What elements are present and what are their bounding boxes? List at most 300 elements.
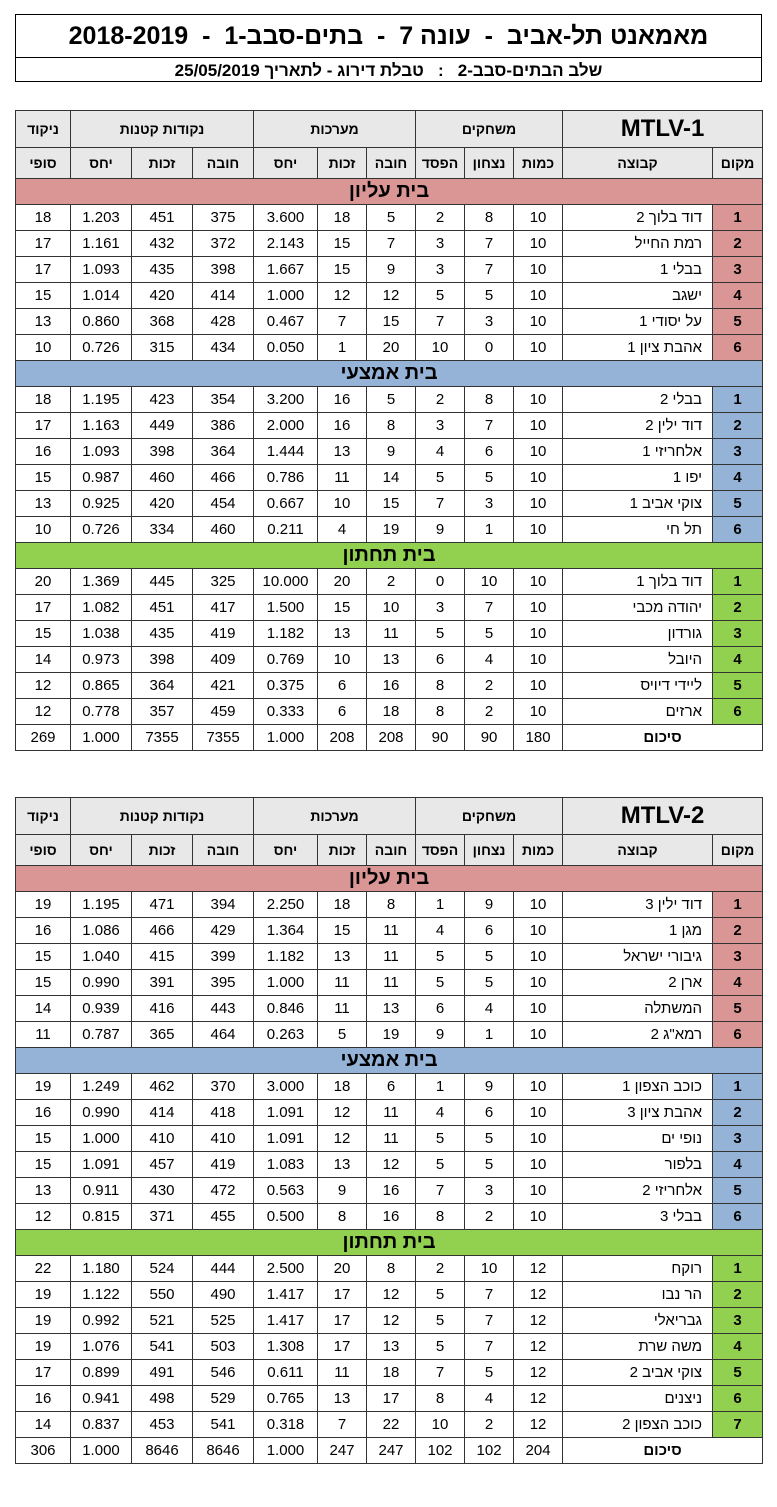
sets-ratio: 1.308 — [254, 1334, 318, 1360]
col-header-games-lost: הפסד — [416, 148, 465, 179]
sets-for: 11 — [367, 1100, 416, 1126]
final-score: 12 — [16, 699, 71, 725]
games-lost: 9 — [416, 1022, 465, 1048]
total-games-won: 102 — [465, 1438, 514, 1464]
sets-against: 15 — [318, 918, 367, 944]
team-name: משה שרת — [563, 1334, 713, 1360]
games-played: 10 — [514, 944, 563, 970]
sets-against: 12 — [318, 283, 367, 309]
position: 3 — [713, 257, 763, 283]
games-played: 10 — [514, 1100, 563, 1126]
sets-ratio: 0.786 — [254, 465, 318, 491]
games-played: 10 — [514, 1126, 563, 1152]
final-score: 17 — [16, 231, 71, 257]
sets-against: 10 — [318, 491, 367, 517]
games-played: 12 — [514, 1282, 563, 1308]
table-row — [16, 257, 763, 283]
sets-ratio: 0.263 — [254, 1022, 318, 1048]
team-name: ליידי דיויס — [563, 673, 713, 699]
table-row — [16, 892, 763, 918]
games-won: 10 — [465, 1256, 514, 1282]
sets-ratio: 2.250 — [254, 892, 318, 918]
points-ratio: 1.195 — [71, 892, 132, 918]
points-for: 434 — [193, 335, 254, 361]
games-won: 7 — [465, 257, 514, 283]
points-ratio: 1.040 — [71, 944, 132, 970]
points-against: 357 — [132, 699, 193, 725]
sets-against: 10 — [318, 647, 367, 673]
score-header: ניקוד — [16, 111, 71, 148]
points-ratio: 1.180 — [71, 1256, 132, 1282]
sets-ratio: 0.500 — [254, 1204, 318, 1230]
sets-for: 2 — [367, 569, 416, 595]
sets-ratio: 0.318 — [254, 1412, 318, 1438]
col-header-games-played: כמות — [514, 835, 563, 866]
points-for: 417 — [193, 595, 254, 621]
points-against: 420 — [132, 283, 193, 309]
sets-for: 11 — [367, 918, 416, 944]
team-name: היובל — [563, 647, 713, 673]
games-played: 10 — [514, 1204, 563, 1230]
position: 4 — [713, 647, 763, 673]
sets-against: 15 — [318, 257, 367, 283]
games-played: 10 — [514, 465, 563, 491]
games-played: 12 — [514, 1360, 563, 1386]
sets-ratio: 1.000 — [254, 283, 318, 309]
games-played: 12 — [514, 1308, 563, 1334]
games-won: 6 — [465, 439, 514, 465]
final-score: 17 — [16, 595, 71, 621]
sets-ratio: 2.143 — [254, 231, 318, 257]
position: 3 — [713, 1126, 763, 1152]
team-name: רמת החייל — [563, 231, 713, 257]
totals-row — [16, 725, 763, 751]
games-lost: 4 — [416, 918, 465, 944]
total-points-against: 7355 — [132, 725, 193, 751]
total-games-played: 180 — [514, 725, 563, 751]
games-lost: 5 — [416, 1282, 465, 1308]
final-score: 15 — [16, 944, 71, 970]
team-name: אלחריזי 2 — [563, 1178, 713, 1204]
col-header-games-won: נצחון — [465, 835, 514, 866]
table-row — [16, 970, 763, 996]
points-against: 521 — [132, 1308, 193, 1334]
position: 3 — [713, 944, 763, 970]
totals-label: סיכום — [563, 1438, 763, 1464]
points-ratio: 0.778 — [71, 699, 132, 725]
position: 5 — [713, 491, 763, 517]
team-name: המשתלה — [563, 996, 713, 1022]
total-sets-for: 208 — [367, 725, 416, 751]
table-row — [16, 569, 763, 595]
sets-against: 16 — [318, 387, 367, 413]
games-won: 4 — [465, 647, 514, 673]
final-score: 20 — [16, 569, 71, 595]
table-row — [16, 387, 763, 413]
games-won: 5 — [465, 283, 514, 309]
final-score: 22 — [16, 1256, 71, 1282]
sets-for: 13 — [367, 647, 416, 673]
position: 1 — [713, 387, 763, 413]
points-for: 375 — [193, 205, 254, 231]
games-played: 10 — [514, 257, 563, 283]
sets-against: 12 — [318, 1126, 367, 1152]
sets-against: 11 — [318, 465, 367, 491]
position: 3 — [713, 621, 763, 647]
games-played: 10 — [514, 673, 563, 699]
final-score: 15 — [16, 283, 71, 309]
sets-against: 15 — [318, 231, 367, 257]
table-row — [16, 621, 763, 647]
games-won: 7 — [465, 1282, 514, 1308]
team-name: גורדון — [563, 621, 713, 647]
team-name: על יסודי 1 — [563, 309, 713, 335]
team-name: כוכב הצפון 1 — [563, 1074, 713, 1100]
sets-ratio: 3.000 — [254, 1074, 318, 1100]
points-against: 398 — [132, 647, 193, 673]
points-against: 420 — [132, 491, 193, 517]
points-against: 445 — [132, 569, 193, 595]
team-name: צוקי אביב 1 — [563, 491, 713, 517]
final-score: 16 — [16, 1386, 71, 1412]
games-played: 10 — [514, 1178, 563, 1204]
games-lost: 3 — [416, 595, 465, 621]
sets-against: 1 — [318, 335, 367, 361]
sets-for: 10 — [367, 595, 416, 621]
sets-for: 12 — [367, 1282, 416, 1308]
sets-for: 11 — [367, 970, 416, 996]
sets-for: 5 — [367, 205, 416, 231]
games-won: 10 — [465, 569, 514, 595]
points-for: 394 — [193, 892, 254, 918]
points-ratio: 1.000 — [71, 1126, 132, 1152]
games-lost: 8 — [416, 673, 465, 699]
final-score: 15 — [16, 970, 71, 996]
sets-header: מערכות — [254, 798, 416, 835]
subheader-row — [16, 148, 763, 179]
position: 2 — [713, 231, 763, 257]
games-won: 6 — [465, 1100, 514, 1126]
final-score: 15 — [16, 465, 71, 491]
col-header-points-against: זכות — [132, 148, 193, 179]
points-against: 541 — [132, 1334, 193, 1360]
total-sets-against: 247 — [318, 1438, 367, 1464]
points-header: נקודות קטנות — [71, 111, 254, 148]
sets-for: 9 — [367, 439, 416, 465]
position: 2 — [713, 1100, 763, 1126]
position: 5 — [713, 673, 763, 699]
position: 4 — [713, 465, 763, 491]
games-won: 5 — [465, 465, 514, 491]
games-won: 3 — [465, 1178, 514, 1204]
final-score: 16 — [16, 918, 71, 944]
games-lost: 4 — [416, 1100, 465, 1126]
games-won: 5 — [465, 621, 514, 647]
sets-for: 14 — [367, 465, 416, 491]
games-lost: 9 — [416, 517, 465, 543]
games-lost: 8 — [416, 1386, 465, 1412]
sets-for: 8 — [367, 413, 416, 439]
games-played: 10 — [514, 335, 563, 361]
games-played: 10 — [514, 621, 563, 647]
points-for: 454 — [193, 491, 254, 517]
points-against: 334 — [132, 517, 193, 543]
sets-ratio: 3.600 — [254, 205, 318, 231]
games-won: 7 — [465, 413, 514, 439]
sets-for: 6 — [367, 1074, 416, 1100]
points-ratio: 1.249 — [71, 1074, 132, 1100]
position: 5 — [713, 309, 763, 335]
games-played: 10 — [514, 918, 563, 944]
table-row — [16, 1074, 763, 1100]
sets-for: 9 — [367, 257, 416, 283]
points-for: 443 — [193, 996, 254, 1022]
games-lost: 10 — [416, 1412, 465, 1438]
sets-ratio: 1.444 — [254, 439, 318, 465]
table-row — [16, 1308, 763, 1334]
final-score: 19 — [16, 1334, 71, 1360]
table-row — [16, 439, 763, 465]
col-header-sets-ratio: יחס — [254, 835, 318, 866]
sets-against: 13 — [318, 439, 367, 465]
games-won: 7 — [465, 1334, 514, 1360]
table-row — [16, 413, 763, 439]
games-played: 10 — [514, 231, 563, 257]
col-header-position: מקום — [713, 148, 763, 179]
games-won: 4 — [465, 1386, 514, 1412]
games-won: 6 — [465, 918, 514, 944]
games-won: 1 — [465, 517, 514, 543]
team-name: מגן 1 — [563, 918, 713, 944]
sets-for: 8 — [367, 1256, 416, 1282]
games-won: 8 — [465, 387, 514, 413]
games-lost: 5 — [416, 944, 465, 970]
final-score: 16 — [16, 439, 71, 465]
games-won: 1 — [465, 1022, 514, 1048]
points-against: 435 — [132, 257, 193, 283]
games-won: 5 — [465, 1126, 514, 1152]
sets-for: 15 — [367, 309, 416, 335]
points-ratio: 1.122 — [71, 1282, 132, 1308]
sets-for: 12 — [367, 1308, 416, 1334]
games-header: משחקים — [416, 798, 563, 835]
position: 2 — [713, 1282, 763, 1308]
points-for: 325 — [193, 569, 254, 595]
sets-against: 17 — [318, 1308, 367, 1334]
sets-for: 18 — [367, 1360, 416, 1386]
points-ratio: 0.925 — [71, 491, 132, 517]
sets-ratio: 0.769 — [254, 647, 318, 673]
games-lost: 1 — [416, 1074, 465, 1100]
total-points-for: 8646 — [193, 1438, 254, 1464]
sets-ratio: 0.211 — [254, 517, 318, 543]
sets-ratio: 1.000 — [254, 970, 318, 996]
position: 1 — [713, 892, 763, 918]
standings-table-mtlv-1 — [15, 110, 763, 751]
sets-for: 22 — [367, 1412, 416, 1438]
points-ratio: 1.369 — [71, 569, 132, 595]
points-for: 455 — [193, 1204, 254, 1230]
points-against: 410 — [132, 1126, 193, 1152]
points-ratio: 0.899 — [71, 1360, 132, 1386]
team-name: גבריאלי — [563, 1308, 713, 1334]
team-name: בבלי 1 — [563, 257, 713, 283]
team-name: הר נבו — [563, 1282, 713, 1308]
points-for: 386 — [193, 413, 254, 439]
games-played: 10 — [514, 970, 563, 996]
team-name: אהבת ציון 3 — [563, 1100, 713, 1126]
table-row — [16, 595, 763, 621]
points-against: 462 — [132, 1074, 193, 1100]
points-ratio: 0.987 — [71, 465, 132, 491]
table-row — [16, 1412, 763, 1438]
points-against: 371 — [132, 1204, 193, 1230]
points-for: 444 — [193, 1256, 254, 1282]
games-won: 0 — [465, 335, 514, 361]
position: 1 — [713, 1256, 763, 1282]
sets-against: 17 — [318, 1282, 367, 1308]
sets-for: 11 — [367, 621, 416, 647]
games-lost: 4 — [416, 439, 465, 465]
total-games-played: 204 — [514, 1438, 563, 1464]
table-row — [16, 1360, 763, 1386]
sets-against: 7 — [318, 309, 367, 335]
team-name: ישגב — [563, 283, 713, 309]
games-lost: 8 — [416, 699, 465, 725]
games-lost: 5 — [416, 1126, 465, 1152]
games-lost: 0 — [416, 569, 465, 595]
games-played: 10 — [514, 413, 563, 439]
sets-against: 15 — [318, 595, 367, 621]
col-header-final-score: סופי — [16, 835, 71, 866]
sets-against: 13 — [318, 1152, 367, 1178]
group-name: בית עליון — [16, 179, 763, 205]
table-row — [16, 1204, 763, 1230]
games-header: משחקים — [416, 111, 563, 148]
group-header — [16, 1048, 763, 1074]
points-against: 451 — [132, 595, 193, 621]
games-lost: 10 — [416, 335, 465, 361]
total-points-ratio: 1.000 — [71, 725, 132, 751]
sets-for: 18 — [367, 699, 416, 725]
points-ratio: 0.865 — [71, 673, 132, 699]
final-score: 15 — [16, 621, 71, 647]
sets-against: 11 — [318, 1360, 367, 1386]
points-against: 471 — [132, 892, 193, 918]
col-header-sets-against: זכות — [318, 148, 367, 179]
games-lost: 6 — [416, 647, 465, 673]
position: 6 — [713, 1204, 763, 1230]
points-ratio: 0.815 — [71, 1204, 132, 1230]
final-score: 13 — [16, 1178, 71, 1204]
col-header-points-against: זכות — [132, 835, 193, 866]
table-row — [16, 1256, 763, 1282]
points-against: 491 — [132, 1360, 193, 1386]
points-ratio: 1.038 — [71, 621, 132, 647]
points-for: 395 — [193, 970, 254, 996]
games-lost: 2 — [416, 387, 465, 413]
header-row — [16, 111, 763, 148]
col-header-sets-against: זכות — [318, 835, 367, 866]
points-for: 414 — [193, 283, 254, 309]
games-lost: 5 — [416, 283, 465, 309]
total-points-against: 8646 — [132, 1438, 193, 1464]
final-score: 11 — [16, 1022, 71, 1048]
table-row — [16, 309, 763, 335]
games-won: 2 — [465, 673, 514, 699]
points-against: 398 — [132, 439, 193, 465]
table-row — [16, 673, 763, 699]
group-name: בית עליון — [16, 866, 763, 892]
final-score: 19 — [16, 892, 71, 918]
final-score: 19 — [16, 1282, 71, 1308]
totals-row — [16, 1438, 763, 1464]
points-against: 457 — [132, 1152, 193, 1178]
sets-for: 20 — [367, 335, 416, 361]
games-played: 10 — [514, 569, 563, 595]
games-lost: 5 — [416, 970, 465, 996]
table-row — [16, 1334, 763, 1360]
team-name: רוקח — [563, 1256, 713, 1282]
group-name: בית תחתון — [16, 543, 763, 569]
games-lost: 3 — [416, 257, 465, 283]
sets-ratio: 1.091 — [254, 1100, 318, 1126]
games-lost: 7 — [416, 491, 465, 517]
games-played: 10 — [514, 996, 563, 1022]
points-for: 419 — [193, 1152, 254, 1178]
sets-ratio: 10.000 — [254, 569, 318, 595]
table-row — [16, 1178, 763, 1204]
games-played: 10 — [514, 517, 563, 543]
games-won: 3 — [465, 309, 514, 335]
col-header-sets-for: חובה — [367, 835, 416, 866]
position: 1 — [713, 1074, 763, 1100]
sets-for: 16 — [367, 1178, 416, 1204]
points-ratio: 1.163 — [71, 413, 132, 439]
points-ratio: 0.992 — [71, 1308, 132, 1334]
sets-ratio: 1.417 — [254, 1308, 318, 1334]
final-score: 17 — [16, 1360, 71, 1386]
games-won: 5 — [465, 1152, 514, 1178]
totals-label: סיכום — [563, 725, 763, 751]
final-score: 14 — [16, 647, 71, 673]
points-ratio: 1.195 — [71, 387, 132, 413]
games-played: 10 — [514, 892, 563, 918]
sets-against: 11 — [318, 996, 367, 1022]
team-name: דוד בלוך 1 — [563, 569, 713, 595]
games-lost: 7 — [416, 1178, 465, 1204]
points-for: 410 — [193, 1126, 254, 1152]
score-header: ניקוד — [16, 798, 71, 835]
points-for: 421 — [193, 673, 254, 699]
report-header — [15, 14, 762, 82]
team-name: דוד בלוך 2 — [563, 205, 713, 231]
team-name: בבלי 2 — [563, 387, 713, 413]
points-for: 418 — [193, 1100, 254, 1126]
total-games-won: 90 — [465, 725, 514, 751]
final-score: 13 — [16, 309, 71, 335]
page-subtitle: שלב הבתים-סבב-2 : טבלת דירוג - לתאריך 25/05/2019 — [174, 61, 603, 80]
final-score: 14 — [16, 1412, 71, 1438]
games-played: 10 — [514, 699, 563, 725]
group-header — [16, 179, 763, 205]
position: 5 — [713, 1360, 763, 1386]
table-row — [16, 465, 763, 491]
table-row — [16, 996, 763, 1022]
position: 1 — [713, 205, 763, 231]
subheader-row — [16, 835, 763, 866]
team-name: כוכב הצפון 2 — [563, 1412, 713, 1438]
